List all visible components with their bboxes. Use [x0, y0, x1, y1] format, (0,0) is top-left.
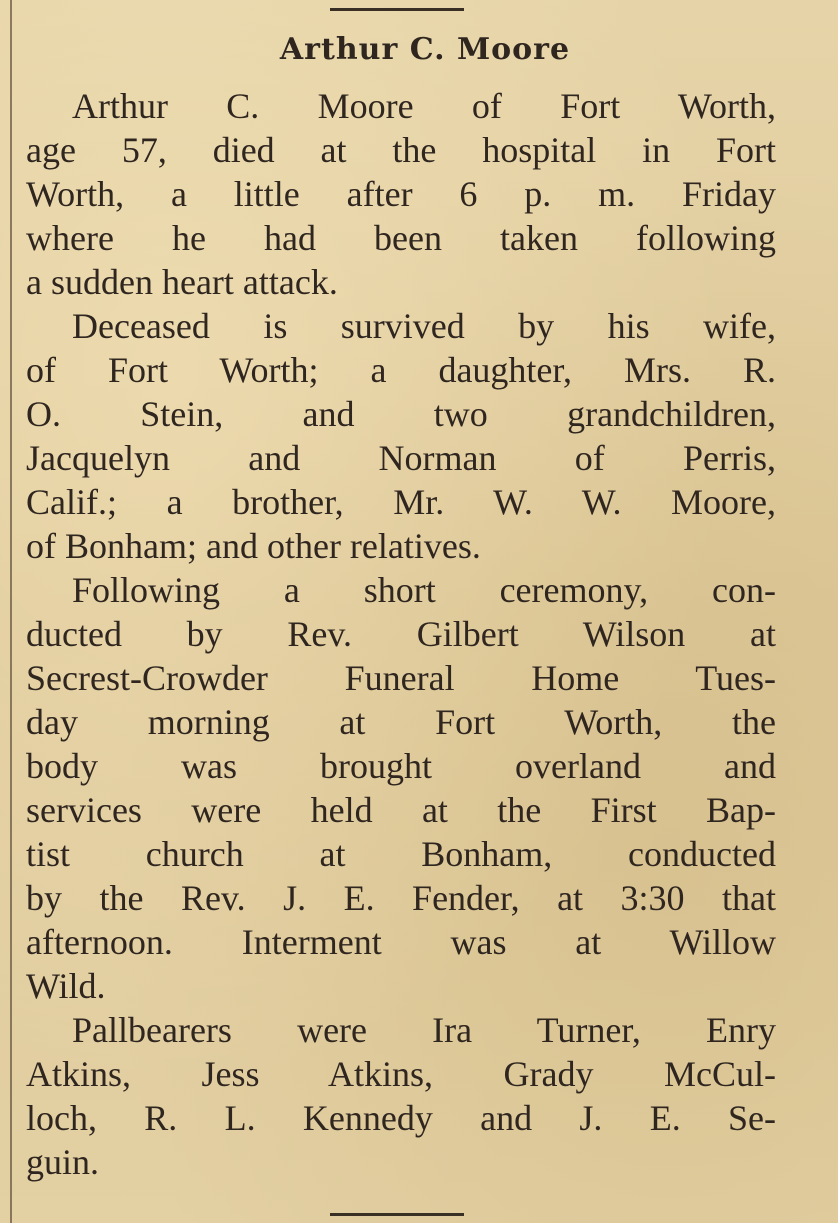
bottom-divider-rule [330, 1213, 464, 1216]
text-line: loch, R. L. Kennedy and J. E. Se- [26, 1098, 776, 1138]
text-line: age 57, died at the hospital in Fort [26, 130, 776, 170]
text-line: Deceased is survived by his wife, [72, 306, 776, 346]
text-line: Secrest-Crowder Funeral Home Tues- [26, 658, 776, 698]
text-line: tist church at Bonham, conducted [26, 834, 776, 874]
text-line: of Bonham; and other relatives. [26, 526, 481, 566]
text-line: a sudden heart attack. [26, 262, 338, 302]
text-line: O. Stein, and two grandchildren, [26, 394, 776, 434]
text-line: Jacquelyn and Norman of Perris, [26, 438, 776, 478]
text-line: by the Rev. J. E. Fender, at 3:30 that [26, 878, 776, 918]
text-line: guin. [26, 1142, 100, 1182]
text-line: where he had been taken following [26, 218, 776, 258]
text-line: body was brought overland and [26, 746, 776, 786]
text-line: Wild. [26, 966, 106, 1006]
text-line: Arthur C. Moore of Fort Worth, [72, 86, 776, 126]
text-line: day morning at Fort Worth, the [26, 702, 776, 742]
text-line: Pallbearers were Ira Turner, Enry [72, 1010, 776, 1050]
text-line: Following a short ceremony, con- [72, 570, 776, 610]
column-rule-left [10, 0, 12, 1223]
top-divider-rule [330, 8, 464, 11]
obituary-body [26, 84, 776, 1184]
text-line: Worth, a little after 6 p. m. Friday [26, 174, 776, 214]
text-line: services were held at the First Bap- [26, 790, 776, 830]
text-line: Atkins, Jess Atkins, Grady McCul- [26, 1054, 776, 1094]
text-line: Calif.; a brother, Mr. W. W. Moore, [26, 482, 776, 522]
text-line: afternoon. Interment was at Willow [26, 922, 776, 962]
obituary-headline: Arthur C. Moore [279, 32, 571, 67]
text-line: of Fort Worth; a daughter, Mrs. R. [26, 350, 776, 390]
text-line: ducted by Rev. Gilbert Wilson at [26, 614, 776, 654]
